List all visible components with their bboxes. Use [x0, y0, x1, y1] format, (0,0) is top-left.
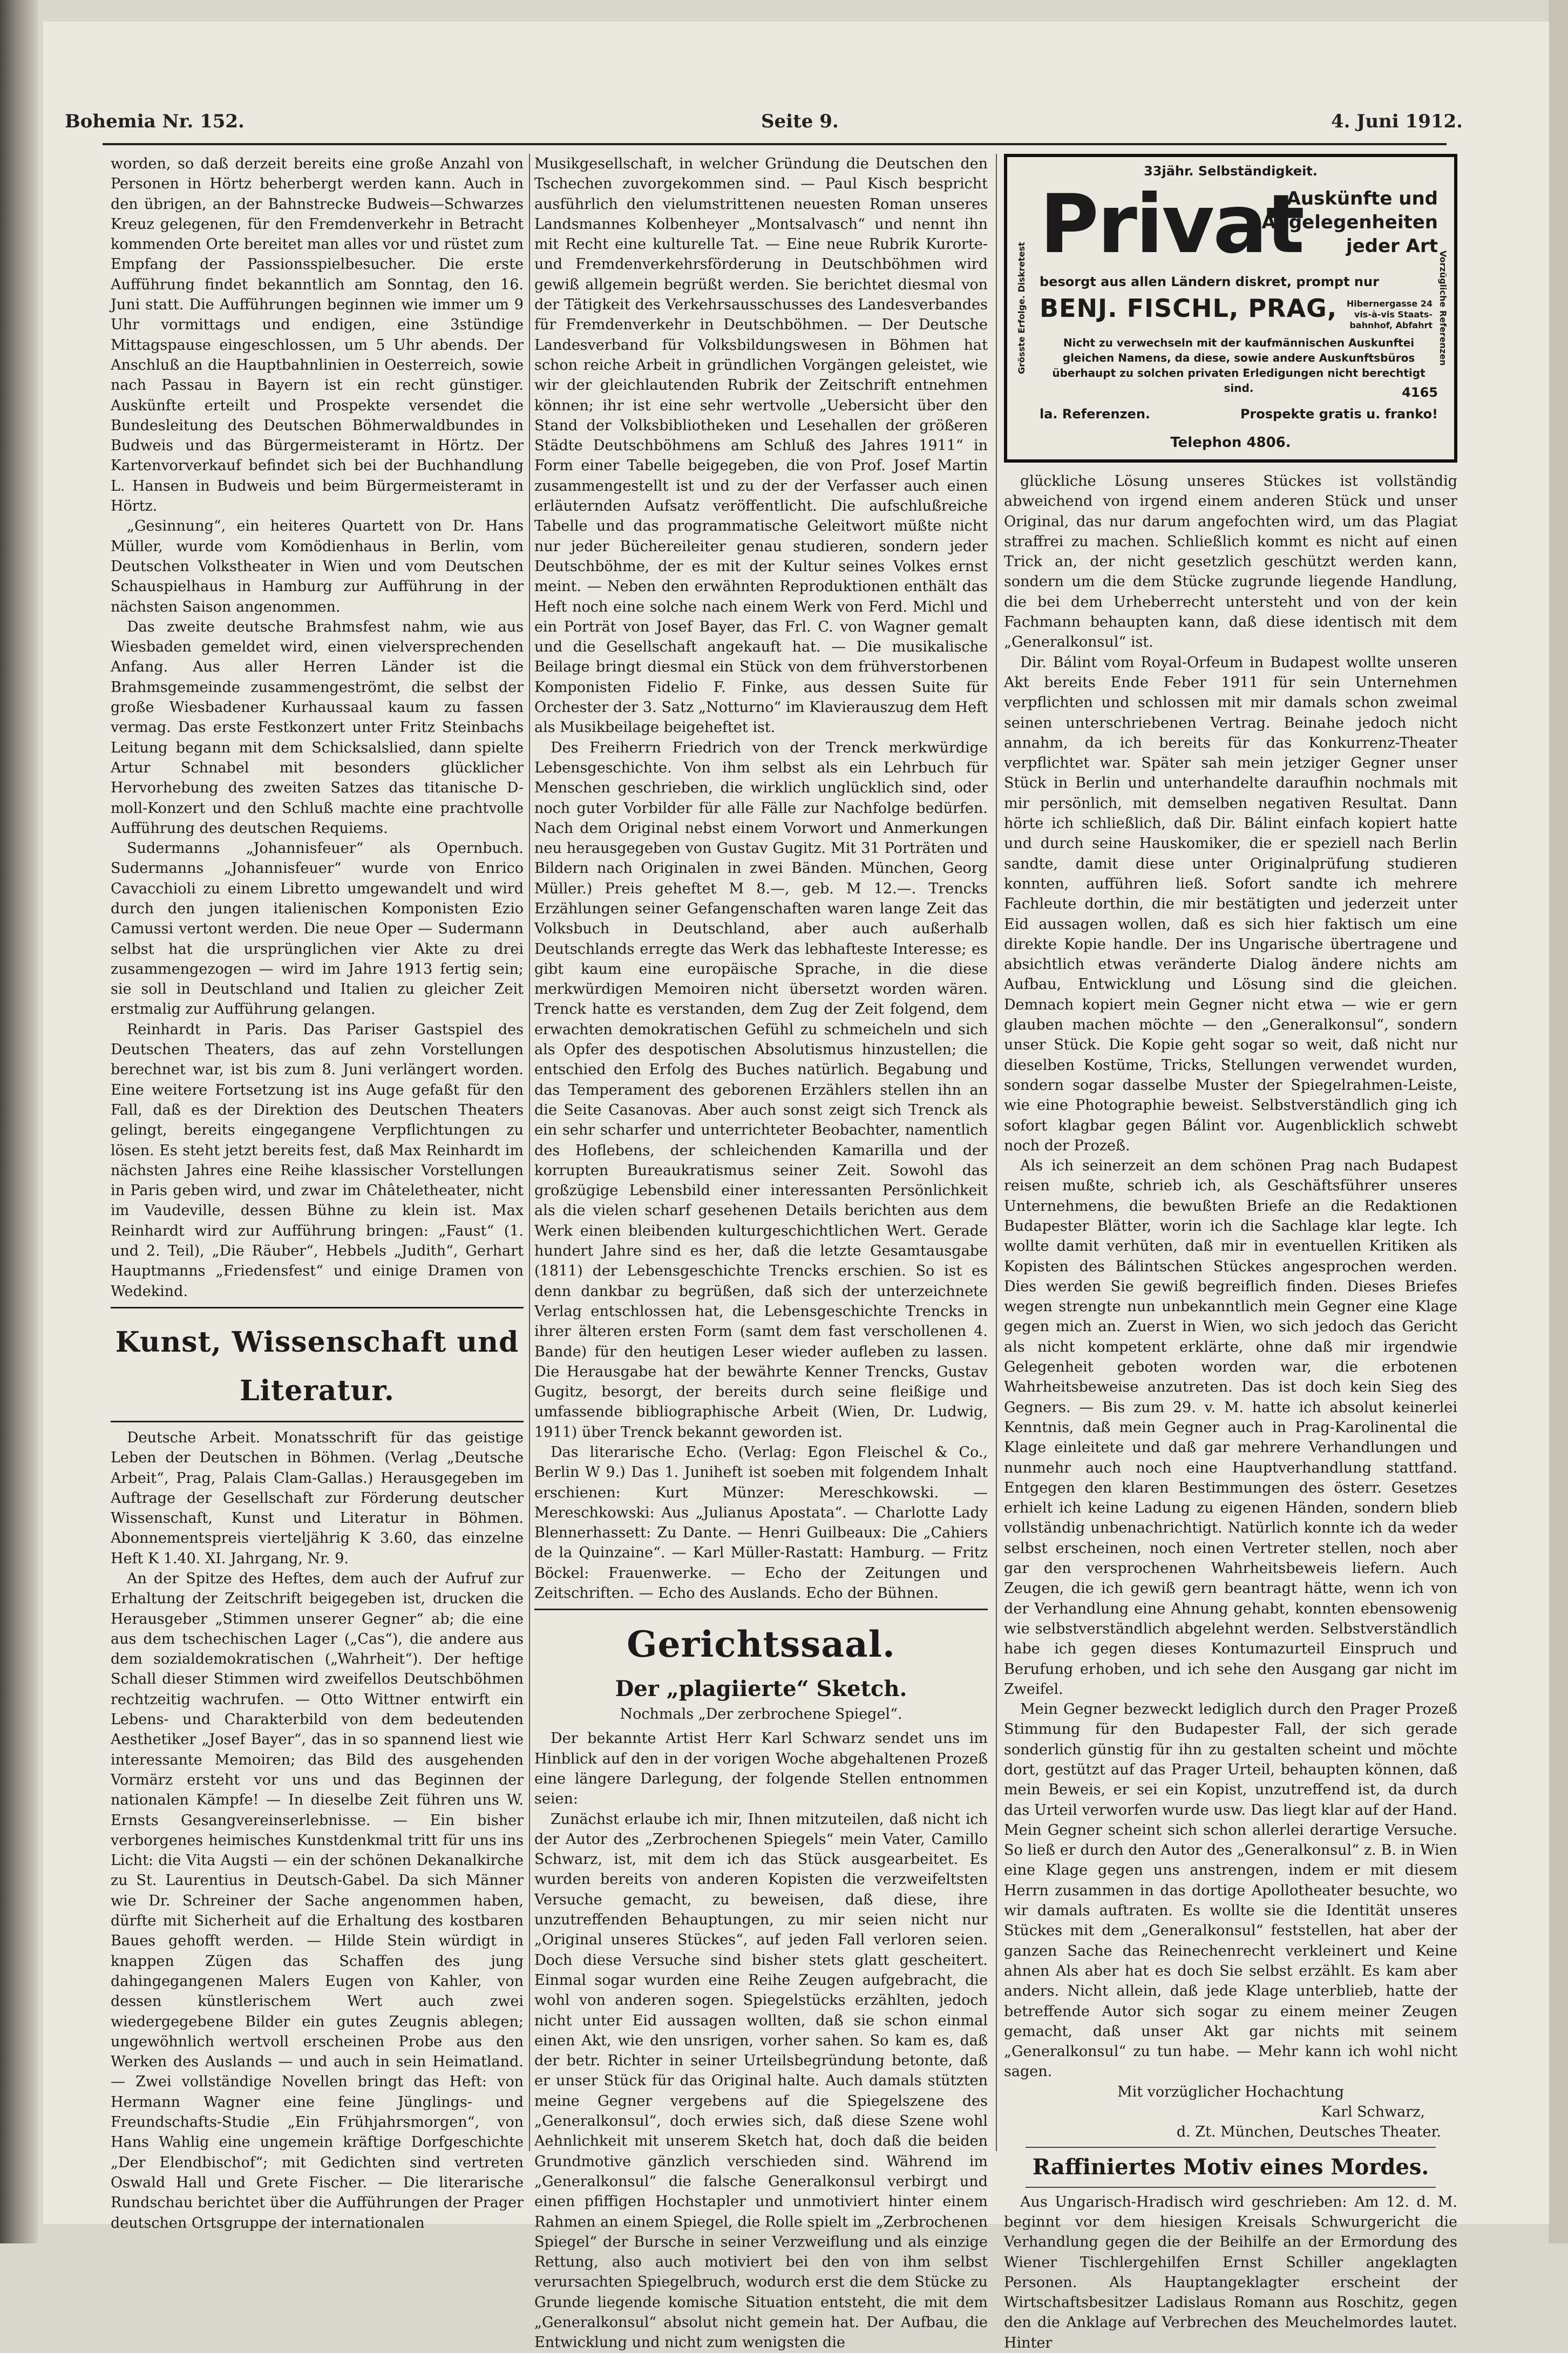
ad-address-line: bahnhof, Abfahrt [1349, 320, 1433, 330]
page-header [65, 111, 1463, 143]
column-divider [996, 154, 997, 2151]
article-paragraph: Deutsche Arbeit. Monatsschrift für das geistige Leben der Deutschen in Böhmen. (Verlag „Deutsche Arbeit“, Prag, Palais Clam-Gallas.) Herausgegeben im Auftrage der Gesellschaft zur Förderung deutscher Wissenschaft, Kunst und Literatur in Böhmen. Abonnementspreis vierteljährig K 3.60, das einzelne Heft K 1.40. XI. Jahrgang, Nr. 9. [111, 1429, 524, 1567]
page-edge [1549, 0, 1568, 2243]
ad-services-line: Angelegenheiten [1261, 212, 1438, 233]
article-paragraph: Dir. Bálint vom Royal-Orfeum in Budapest wollte unseren Akt bereits Ende Feber 1911 für sein Unternehmen verpflichten und schlossen mit mir damals schon zweimal seinen unterschriebenen Vertrag. Beinahe jedoch nicht annahm, da ich bereits für das Konkurrenz-Theater verpflichtet war. Später sah mein jetziger Gegner unser Stück in Berlin und unterhandelte daraufhin nochmals mit mir persönlich, mit demselben negativen Resultat. Dann hörte ich schließlich, daß Dir. Bálint einfach kopiert hatte und durch seine Hauskomiker, die er speziell nach Berlin sandte, damit diese unter Originalprüfung studieren konnten, aufführen ließ. Sofort sandte ich mehrere Fachleute dorthin, die mir bestätigten und jederzeit unter Eid aussagen wollen, daß es sich hier faktisch um eine direkte Kopie handle. Der ins Ungarische übertragene und absichtlich etwas veränderte Dialog ändere nichts am Aufbau, Entwicklung und Lösung sind die gleichen. Demnach kopiert mein Gegner nicht etwa — wie er gern glauben machen möchte — den „Generalkonsul“, sondern unser Stück. Die Kopie geht sogar so weit, daß nicht nur dieselben Kostüme, Tricks, Stellungen verwendet wurden, sondern sogar dasselbe Muster der Spiegelrahmen-Leiste, wie eine Photographie beweist. Selbstverständlich ging ich sofort klagbar gegen Bálint vor. Augenblicklich schwebt noch der Prozeß. [1004, 654, 1457, 1154]
letter-signature: Karl Schwarz, [1321, 2104, 1425, 2121]
article-paragraph: glückliche Lösung unseres Stückes ist vollständig abweichend von irgend einem anderen Stück und unser Original, das nur darum angefochten wird, um das Plagiat straffrei zu machen. Schließlich kommt es nicht auf einen Trick an, der nicht gesetzlich geschützt werden kann, sondern um die dem Stücke zugrunde liegende Handlung, die bei dem Urheberrecht untersteht und von der kein Fachmann behaupten kann, daß diese identisch mit dem „Generalkonsul“ ist. [1004, 473, 1457, 651]
article-paragraph: Des Freiherrn Friedrich von der Trenck merkwürdige Lebensgeschichte. Von ihm selbst als ein Lehrbuch für Menschen geschrieben, die wirklich unglücklich sind, oder noch guter Vorbilder für alle Fälle zur Nachfolge bedürfen. Nach dem Original nebst einem Vorwort und Anmerkungen neu herausgegeben von Gustav Gugitz. Mit 31 Porträten und Bildern nach Originalen in zwei Bänden. München, Georg Müller.) Preis geheftet M 8.—, geb. M 12.—. Trencks Erzählungen seiner Gefangenschaften waren lange Zeit das Volksbuch in Deutschland, aber auch außerhalb Deutschlands erregte das Werk das lebhafteste Interesse; es gibt kaum eine europäische Sprache, in die diese merkwürdigen Memoiren nicht übersetzt worden wären. Trenck hatte es verstanden, dem Zug der Zeit folgend, dem erwachten demokratischen Gefühl zu schmeicheln und sich als Opfer des despotischen Absolutismus hinzustellen; die entschied den Erfolg des Buches natürlich. Begabung und das Temperament des geborenen Erzählers stellen ihn an die Seite Casanovas. Aber auch sonst zeigt sich Trenck als ein sehr scharfer und unterrichteter Beobachter, namentlich des Hoflebens, der schleichenden Kamarilla und der korrupten Bureaukratismus seiner Zeit. Sowohl das großzügige Lebensbild einer interessanten Persönlichkeit als die vielen scharf gesehenen Details berichten aus dem Werk einen bleibenden kulturgeschichtlichen Wert. Gerade hundert Jahre sind es her, daß die letzte Gesamtausgabe (1811) der Lebensgeschichte Trencks erschien. So ist es denn dankbar zu begrüßen, daß sich der unterzeichnete Verlag entschlossen hat, die Lebensgeschichte Trencks in ihrer älteren ersten Form (samt dem fast verschollenen 4. Bande) für den heutigen Leser wieder aufleben zu lassen. Die Herausgabe hat der bewährte Kenner Trencks, Gustav Gugitz, besorgt, der bereits durch seine fleißige und umfassende bibliographische Arbeit (Wien, Dr. Ludwig, 1911) über Trenck bekannt geworden ist. [534, 739, 988, 1441]
header-date: 4. Juni 1912. [1331, 111, 1463, 132]
advertisement-privat [1004, 154, 1457, 463]
article-paragraph: An der Spitze des Heftes, dem auch der Aufruf zur Erhaltung der Zeitschrift beigegeben ist, drucken die Herausgeber „Stimmen unserer Gegner“ ab; die eine aus dem tschechischen Lager („Cas“), die andere aus dem sozialdemokratischen („Wahrheit“). Der heftige Schall dieser Stimmen wird zweifellos Deutschböhmen rechtzeitig wachrufen. — Otto Wittner entwirft ein Lebens- und Charakterbild von dem bedeutenden Aesthetiker „Josef Bayer“, das in so spannend liest wie interessante Memoiren; das Bild des ausgehenden Vormärz ersteht vor uns und das Beginnen der nationalen Kämpfe! — In dieselbe Zeit führen uns W. Ernsts Gesangvereinserlebnisse. — Ein bisher verborgenes heimisches Kunstdenkmal tritt für uns ins Licht: die Vita Augsti — ein der schönen Dekanalkirche zu St. Laurentius in Deutsch-Gabel. Da sich Männer wie Dr. Schreiner der Sache angenommen haben, dürfte mit Sicherheit auf die Erhaltung des kostbaren Baues gehofft werden. — Hilde Stein würdigt in knappen Zügen das Schaffen des jung dahingegangenen Malers Eugen von Kahler, von dessen künstlerischem Wert auch zwei wiedergegebene Bilder ein gutes Zeugnis ablegen; ungewöhnlich wertvoll erscheinen Probe aus den Werken des Auslands — und auch in sein Heimatland. — Zwei vollständige Novellen bringt das Heft: von Hermann Wagner eine feine Jünglings- und Freundschafts-Studie „Ein Frühjahrsmorgen“, von Hans Wahlig eine ungemein kräftige Dorfgeschichte „Der Elendbischof“; mit Gedichten sind vertreten Oswald Hall und Grete Fischer. — Die literarische Rundschau berichtet über die Aufführungen der Prager deutschen Ortsgruppe der internationalen [111, 1570, 524, 2232]
ad-address-line: vis-à-vis Staats- [1354, 309, 1433, 320]
article-paragraph: Das literarische Echo. (Verlag: Egon Fleischel & Co., Berlin W 9.) Das 1. Juniheft ist soeben mit folgendem Inhalt erschienen: Kurt Münzer: Mereschkowski. — Mereschkowski: Aus „Julianus Apostata“. — Charlotte Lady Blennerhassett: Zu Dante. — Henri Guilbeaux: Die „Cahiers de la Quinzaine“. — Karl Müller-Rastatt: Hamburg. — Fritz Böckel: Frauenwerke. — Echo der Zeitungen und Zeitschriften. — Echo des Auslands. Echo der Bühnen. [534, 1444, 988, 1602]
letter-closing: Mit vorzüglicher Hochachtung [1117, 2083, 1345, 2100]
ad-address [1347, 299, 1433, 331]
ad-referenzen: la. Referenzen. [1040, 406, 1151, 422]
article-paragraph: Reinhardt in Paris. Das Pariser Gastspiel des Deutschen Theaters, das auf zehn Vorstellungen berechnet war, ist bis zum 8. Juni verlängert worden. Eine weitere Fortsetzung ist ins Auge gefaßt für den Fall, daß es der Direktion des Deutschen Theaters gelingt, bereits eingegangene Verpflichtungen zu lösen. Es steht jetzt bereits fest, daß Max Reinhardt im nächsten Jahres eine Reihe klassischer Vorstellungen in Paris geben wird, und zwar im Châteletheater, nicht im Vaudeville, dessen Bühne zu klein ist. Max Reinhardt wird zur Aufführung bringen: „Faust“ (1. und 2. Teil), „Die Räuber“, Hebbels „Judith“, Gerhart Hauptmanns „Friedensfest“ und einige Dramen von Wedekind. [111, 1021, 524, 1300]
column-divider [529, 154, 530, 2151]
article-rule [1026, 2147, 1436, 2148]
article-paragraph: „Gesinnung“, ein heiteres Quartett von Dr. Hans Müller, wurde vom Komödienhaus in Berlin, vom Deutschen Volkstheater in Wien und vom Deutschen Schauspielhaus in Hamburg zur Aufführung in der nächsten Saison angenommen. [111, 518, 524, 615]
article-paragraph: Der bekannte Artist Herr Karl Schwarz sendet uns im Hinblick auf den in der vorigen Woche abgehaltenen Prozeß eine längere Darlegung, der folgende Stellen entnommen seien: [534, 1730, 988, 1808]
article-paragraph: worden, so daß derzeit bereits eine große Anzahl von Personen in Hörtz beherbergt werden kann. Auch in den übrigen, an der Bahnstrecke Budweis—Schwarzes Kreuz gelegenen, für den Fremdenverkehr in Betracht kommenden Orte bereitet man alles vor und rüstet zum Empfang der Passionsspielbesucher. Die erste Aufführung findet bekanntlich am Sonntag, den 16. Juni statt. Die Aufführungen beginnen wie immer um 9 Uhr vormittags und endigen, eine 3stündige Mittagspause eingeschlossen, um 5 Uhr abends. Der Anschluß an die Hauptbahnlinien in Oesterreich, sowie nach Passau in Bayern ist ein recht günstiger. Auskünfte erteilt und Prospekte versendet die Bundesleitung des Deutschen Böhmerwaldbundes in Budweis und das Bürgermeisteramt in Hörtz. Der Kartenvorverkauf befindet sich bei der Buchhandlung L. Hansen in Budweis und beim Bürgermeisteramt in Hörtz. [111, 155, 524, 515]
ad-headline: Privat [1040, 178, 1304, 272]
article-paragraph: Sudermanns „Johannisfeuer“ als Opernbuch. Sudermanns „Johannisfeuer“ wurde von Enrico Cavacchioli zu einem Libretto umgewandelt und wird durch den jungen italienischen Komponisten Ezio Camussi vertont werden. Die neue Oper — Sudermann selbst hat die ursprünglichen vier Akte zu drei zusammengezogen — wird im Jahre 1913 fertig sein; sie soll in Deutschland und Italien zu gleicher Zeit erstmalig zur Aufführung gelangen. [111, 840, 524, 1018]
article-paragraph: Das zweite deutsche Brahmsfest nahm, wie aus Wiesbaden gemeldet wird, einen vielversprechenden Anfang. Aus aller Herren Länder ist die Brahmsgemeinde zusammengeströmt, die selbst der große Wiesbadener Kurhaussaal kaum zu fassen vermag. Das erste Festkonzert unter Fritz Steinbachs Leitung begann mit dem Schicksalslied, dann spielte Artur Schnabel mit besonders glücklicher Hervorhebung des zweiten Satzes das titanische D-moll-Konzert und den Schluß machte eine prachtvolle Aufführung des deutschen Requiems. [111, 618, 524, 837]
header-publication: Bohemia Nr. 152. [65, 111, 245, 132]
section-rule [111, 1421, 524, 1422]
article-paragraph: Musikgesellschaft, in welcher Gründung die Deutschen den Tschechen zuvorgekommen sind. — Paul Kisch bespricht ausführlich den vielumstrittenen neuesten Roman unseres Landsmannes Kolbenheyer „Montsalvasch“ und nennt ihn mit Recht eine kulturelle Tat. — Eine neue Rubrik Kurorte- und Fremdenverkehrsförderung in Deutschböhmen wird gewiß allgemein begrüßt werden. Sie berichtet diesmal von der Tätigkeit des Verkehrsausschusses des Landesverbandes für Fremdenverkehr in Deutschböhmen. — Der Deutsche Landesverband für Volksbildungswesen in Böhmen hat schon reiche Arbeit in gründlichen Vorgängen geleistet, wie wir der gleichlautenden Rubrik der Zeitschrift entnehmen können; ihr ist eine sehr wertvolle „Uebersicht über den Stand der Volksbibliotheken und Lesehallen der größeren Städte Deutschböhmens am Schluß des Jahres 1911“ in Form einer Tabelle beigegeben, die von Prof. Josef Martin zusammengestellt ist und zu der der Verfasser auch einen erläuternden Aufsatz veröffentlicht. Die aufschlußreiche Tabelle und das programmatische Geleitwort müßte nicht nur jeder Büchereileiter genau studieren, sondern jeder Deutschböhme, der es mit der Kultur seines Volkes ernst meint. — Neben den erwähnten Reproduktionen enthält das Heft noch eine solche nach einem Werk von Ferd. Michl und ein Porträt von Josef Bayer, das Frl. C. von Wagner gemalt und die Gesellschaft angekauft hat. — Die musikalische Beilage bringt diesmal ein Stück von dem frühverstorbenen Komponisten Fidelio F. Finke, aus dessen Suite für Orchester der 3. Satz „Notturno“ im Klavierauszug dem Heft als Musikbeilage beigeheftet ist. [534, 155, 988, 736]
letter-signature-location: d. Zt. München, Deutsches Theater. [1176, 2124, 1441, 2141]
section-heading-gerichtssaal: Gerichtssaal. [627, 1623, 895, 1666]
section-rule [534, 1609, 988, 1610]
article-paragraph: Zunächst erlaube ich mir, Ihnen mitzuteilen, daß nicht ich der Autor des „Zerbrochenen Spiegels“ mein Vater, Camillo Schwarz, ist, mit dem ich das Stück ausgearbeitet. Es wurden bereits von anderen Kopisten die verzweifeltsten Versuche gemacht, zu beweisen, daß diese, ihre unzutreffenden Behauptungen, zu mir seien nicht nur „Original unseres Stückes“, auf jeden Fall verloren seien. Doch diese Versuche sind bisher stets glatt gescheitert. Einmal sogar wurden eine Reihe Zeugen aufgebracht, die wohl von anderen sogen. Spiegelstücks erzählten, jedoch nicht unter Eid aussagen wollten, daß sie schon einmal einen Akt, wie den unsrigen, vorher sahen. So kam es, daß der betr. Richter in seiner Urteilsbegründung betonte, daß er unser Stück für das Original halte. Auch damals stützten meine Gegner vergebens auf die Spiegelszene des „Generalkonsul“, doch erwies sich, daß diese Szene wohl Aehnlichkeit mit unserem Sketch hat, doch daß die beiden Grundmotive gänzlich verschieden sind. Während im „Generalkonsul“ die falsche Generalkonsul verbirgt und einen pfiffigen Hochstapler und unmotiviert hinter einem Rahmen an einem Spiegel, die Rolle spielt im „Zerbrochenen Spiegel“ der Bursche in seiner Verzweiflung und als einzige Rettung, also auch motiviert bei den von ihm selbst verursachten Spiegelbruch, wodurch erst die dem Stücke zu Grunde liegende komische Situation entsteht, die mit dem „Generalkonsul“ absolut nicht gemein hat. Der Aufbau, die Entwicklung und nicht zum wenigsten die [534, 1810, 988, 2351]
ad-side-text: Grösste Erfolge. Diskretest [1016, 242, 1027, 375]
article-paragraph: Aus Ungarisch-Hradisch wird geschrieben: Am 12. d. M. beginnt vor dem hiesigen Kreisals Schwurgericht die Verhandlung gegen die der Beihilfe an der Ermordung des Wiener Tischlergehilfen Ernst Schiller angeklagten Personen. Als Hauptangeklagter erscheint der Wirtschaftsbesitzer Ladislaus Romann aus Roschitz, gegen den die Anklage auf Verbrechen des Meuchelmordes lautet. Hinter [1004, 2193, 1457, 2351]
ad-warning: Nicht zu verwechseln mit der kaufmännischen Auskunftei gleichen Namens, da diese, sowie andere Auskunftsbüros überhaupt zu solchen privaten Erledigungen nicht berechtigt sind. [1052, 336, 1426, 395]
ad-prospekte: Prospekte gratis u. franko! [1240, 406, 1438, 422]
ad-side-text: Vorzügliche Referenzen [1438, 250, 1448, 366]
ad-telephone: Telephon 4806. [1170, 434, 1291, 451]
column-left [111, 154, 524, 2232]
ad-services-line: jeder Art [1346, 235, 1438, 257]
article-title: Raffiniertes Motiv eines Mordes. [1032, 2154, 1429, 2180]
column-right [1004, 154, 1457, 2351]
ad-besorgt: besorgt aus allen Ländern diskret, prompt nur [1040, 274, 1379, 289]
header-rule [103, 143, 1447, 145]
section-heading-kunst: Kunst, Wissenschaft und Literatur. [115, 1325, 519, 1407]
article-rule [1026, 2187, 1436, 2188]
ad-tagline: 33jähr. Selbständigkeit. [1144, 164, 1318, 179]
book-binding-shadow [0, 0, 38, 2243]
ad-services-line: Auskünfte und [1286, 188, 1438, 209]
ad-number: 4165 [1402, 385, 1438, 400]
article-subtitle: Nochmals „Der zerbrochene Spiegel“. [620, 1706, 902, 1723]
ad-services [1261, 187, 1438, 258]
article-paragraph: Als ich seinerzeit an dem schönen Prag nach Budapest reisen mußte, schrieb ich, als Geschäftsführer unseres Unternehmens, die bewußten Briefe an die Redaktionen Budapester Blätter, worin ich die Sachlage klar legte. Ich wollte damit verhüten, daß mir in eventuellen Kritiken als Kopisten des Bálintschen Stückes angesprochen werden. Dies werden Sie gewiß begreiflich finden. Dieses Briefes wegen strengte nun unbekanntlich mein Gegner eine Klage gegen mich an. Zuerst in Wien, wo sich jedoch das Gericht als nicht kompetent erklärte, ohne daß mir irgendwie Gelegenheit geboten worden war, die erbotenen Wahrheitsbeweise anzutreten. Das ist doch kein Sieg des Gegners. — Bis zum 29. v. M. hatte ich absolut keinerlei Kenntnis, daß mein Gegner auch in Prag-Karolinental die Klage einleitete und daß gar mehrere Verhandlungen und nunmehr auch noch eine Hauptverhandlung stattfand. Entgegen den klaren Bestimmungen des österr. Gesetzes erhielt ich keine Ladung zu eigenen Händen, sondern blieb vollständig unbenachrichtigt. Natürlich konnte ich da weder selbst erscheinen, noch einen Vertreter stellen, noch aber gar den versprochenen Wahrheitsbeweis liefern. Auch Zeugen, die ich gewiß gern beantragt hätte, wenn ich von der Verhandlung eine Ahnung gehabt, konnten ebensowenig wie selbstverständlich abgelehnt werden. Selbstverständlich habe ich gegen dieses Kontumazurteil Einspruch und Berufung erhoben, und ich sehe den Ausgang gar nicht im Zweifel. [1004, 1157, 1457, 1698]
section-rule [111, 1307, 524, 1308]
ad-address-line: Hibernergasse 24 [1346, 299, 1433, 309]
article-title: Der „plagiierte“ Sketch. [615, 1676, 907, 1702]
column-middle [534, 154, 988, 2351]
ad-company-name: BENJ. FISCHL, PRAG, [1040, 294, 1338, 323]
article-paragraph: Mein Gegner bezweckt lediglich durch den Prager Prozeß Stimmung für den Budapester Fall, der sich gerade sonderlich günstig für ihn zu gestalten scheint und möchte dort, gestützt auf das Prager Urteil, behaupten können, daß mein Beweis, er sei ein Kopist, unzutreffend ist, da durch das Urteil verworfen wurde usw. Das liegt klar auf der Hand. Mein Gegner scheint sich schon allerlei derartige Versuche. So ließ er durch den Autor des „Generalkonsul“ z. B. in Wien eine Klage gegen uns anstrengen, indem er mit diesem Herrn zusammen in das dortige Apollotheater besuchte, wo wir damals auftraten. Es wollte sie die Identität unseres Stückes mit dem „Generalkonsul“ feststellen, hat aber der ganzen Sache das Reinechenrecht verkleinert und Keine ahnen Als aber hat es doch Sie selbst erzählt. Es kam aber anders. Nicht allein, daß jede Klage unterblieb, hatte der betreffende Autor sich sogar zu einem meiner Zeugen gemacht, daß unser Akt gar nichts mit seinem „Generalkonsul“ zu tun habe. — Mehr kann ich wohl nicht sagen. [1004, 1701, 1457, 2080]
header-page-number: Seite 9. [761, 111, 839, 132]
